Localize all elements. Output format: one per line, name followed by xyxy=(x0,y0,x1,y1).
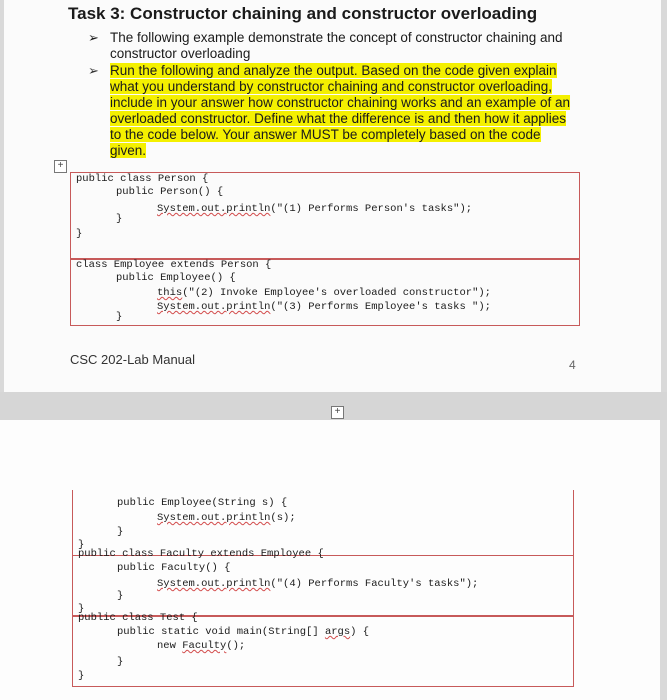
code-line: public Person() { xyxy=(116,186,224,198)
code-line: } xyxy=(78,603,85,615)
arrow-bullet-icon: ➢ xyxy=(88,63,99,78)
code-line: } xyxy=(116,311,123,323)
bullet-text-1: The following example demonstrate the concept of constructor chaining and constructor overloading xyxy=(110,30,563,61)
code-line: } xyxy=(116,213,123,225)
code-line: public class Test { xyxy=(78,612,198,624)
code-line: } xyxy=(78,670,85,682)
move-handle-icon[interactable]: + xyxy=(54,160,67,173)
code-line: public class Person { xyxy=(76,173,209,185)
code-line: System.out.println("(3) Performs Employee's tasks "); xyxy=(157,301,491,313)
code-line: } xyxy=(117,590,124,602)
code-line: public Faculty() { xyxy=(117,562,231,574)
code-line: class Employee extends Person { xyxy=(76,259,272,271)
move-handle-icon[interactable]: + xyxy=(331,406,344,419)
page-number: 4 xyxy=(569,358,576,372)
code-line: System.out.println("(4) Performs Faculty's tasks"); xyxy=(157,578,479,590)
code-line: } xyxy=(76,228,83,240)
highlight-line: to the code below. Your answer MUST be completely based on the code xyxy=(110,127,541,142)
code-line: System.out.println("(1) Performs Person's tasks"); xyxy=(157,203,473,215)
code-line: } xyxy=(78,539,85,551)
code-line: System.out.println(s); xyxy=(157,512,296,524)
footer-label: CSC 202-Lab Manual xyxy=(70,352,196,367)
code-line: this("(2) Invoke Employee's overloaded constructor"); xyxy=(157,287,491,299)
code-line: } xyxy=(117,656,124,668)
code-line: public static void main(String[] args) { xyxy=(117,626,370,638)
code-line: public Employee() { xyxy=(116,272,236,284)
arrow-bullet-icon: ➢ xyxy=(88,30,99,45)
code-line: } xyxy=(117,526,124,538)
highlight-line: overloaded constructor. Define what the difference is and then how it applies xyxy=(110,111,567,126)
code-line: public class Faculty extends Employee { xyxy=(78,548,324,560)
highlight-line: what you understand by constructor chaining and constructor overloading, xyxy=(110,79,553,94)
highlight-line: Run the following and analyze the output. Based on the code given explain xyxy=(110,63,557,78)
bullet-text-2 xyxy=(110,63,580,159)
code-line: public Employee(String s) { xyxy=(117,497,288,509)
task-title: Task 3: Constructor chaining and constructor overloading xyxy=(68,4,538,23)
highlight-line: include in your answer how constructor chaining works and an example of an xyxy=(110,95,571,110)
code-line: new Faculty(); xyxy=(157,640,246,652)
highlight-line: given. xyxy=(110,143,147,158)
